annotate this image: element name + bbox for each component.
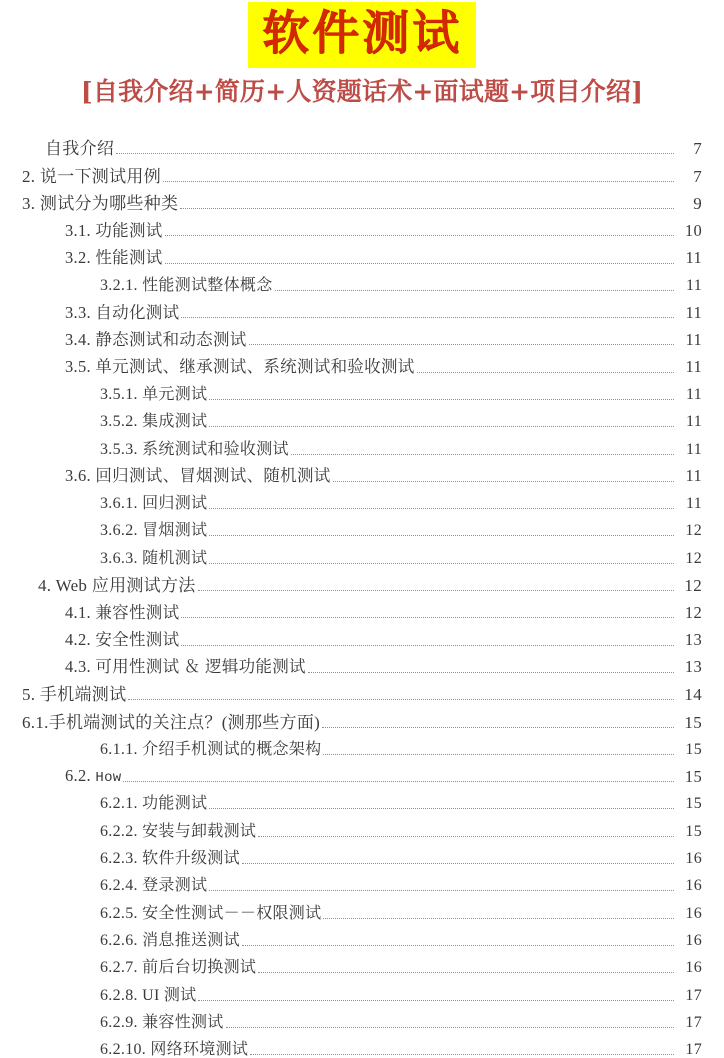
toc-entry-label: 2. 说一下测试用例 <box>22 166 161 186</box>
toc-entry-label: 3.1. 功能测试 <box>65 220 163 240</box>
toc-entry[interactable] <box>0 785 702 812</box>
toc-leader-dots <box>417 359 674 376</box>
toc-entry-label: 6.2.7. 前后台切换测试 <box>100 959 257 977</box>
toc-entry-label-mono-token: How <box>95 770 122 787</box>
toc-leader-dots <box>181 305 674 322</box>
toc-entry[interactable] <box>0 1004 702 1031</box>
toc-entry[interactable] <box>0 376 702 403</box>
toc-leader-dots <box>323 906 674 922</box>
toc-entry[interactable] <box>0 1031 702 1058</box>
table-of-contents <box>0 130 724 1058</box>
toc-leader-dots <box>209 796 674 812</box>
toc-entry-label: 3.2. 性能测试 <box>65 248 163 268</box>
toc-entry-label: 6.1.手机端测试的关注点？(测那些方面) <box>22 712 321 732</box>
toc-entry-label: 4.3. 可用性测试 ＆ 逻辑功能测试 <box>65 657 306 677</box>
toc-entry-page-number: 17 <box>685 986 702 1004</box>
toc-entry[interactable] <box>0 403 702 430</box>
toc-entry-label: 6.2.8. UI 测试 <box>100 986 197 1004</box>
toc-entry-page-number: 11 <box>685 276 702 294</box>
toc-entry-label: 6.2.3. 软件升级测试 <box>100 850 240 868</box>
toc-entry-page-number: 7 <box>693 166 702 186</box>
toc-entry[interactable] <box>0 894 702 921</box>
toc-entry[interactable] <box>0 731 702 758</box>
toc-entry-label: 3.6.3. 随机测试 <box>100 549 208 567</box>
toc-leader-dots <box>209 387 674 403</box>
toc-leader-dots <box>323 742 674 758</box>
toc-leader-dots <box>123 769 674 786</box>
toc-entry-label: 3. 测试分为哪些种类 <box>22 193 179 213</box>
toc-entry[interactable] <box>0 649 702 676</box>
toc-entry-page-number: 15 <box>684 766 702 786</box>
toc-entry-page-number: 17 <box>685 1013 702 1031</box>
toc-leader-dots <box>291 442 674 458</box>
toc-entry[interactable] <box>0 812 702 839</box>
toc-entry-label: 6.2.5. 安全性测试－－权限测试 <box>100 904 322 922</box>
toc-entry-label: 3.6.1. 回归测试 <box>100 495 208 513</box>
scan-watermark: · · · · · <box>300 441 369 458</box>
toc-entry-page-number: 16 <box>685 904 702 922</box>
toc-leader-dots <box>333 468 674 485</box>
toc-entry[interactable] <box>0 567 702 594</box>
toc-entry-page-number: 12 <box>684 602 702 622</box>
toc-entry-page-number: 11 <box>685 413 702 431</box>
toc-entry-page-number: 11 <box>685 495 702 513</box>
toc-leader-dots <box>181 632 674 649</box>
toc-leader-dots <box>209 551 674 567</box>
toc-entry-page-number: 11 <box>685 357 702 377</box>
toc-leader-dots <box>250 1042 674 1058</box>
toc-entry-label: 3.2.1. 性能测试整体概念 <box>100 276 273 294</box>
toc-entry-label: 3.4. 静态测试和动态测试 <box>65 329 247 349</box>
toc-leader-dots <box>181 605 674 622</box>
toc-leader-dots <box>242 933 674 949</box>
toc-entry[interactable] <box>0 840 702 867</box>
toc-entry-label: 6.2.4. 登录测试 <box>100 877 208 895</box>
toc-entry-label: 5. 手机端测试 <box>22 685 127 705</box>
toc-leader-dots <box>116 140 674 157</box>
toc-entry-page-number: 15 <box>684 712 702 732</box>
toc-entry-label: 3.5.2. 集成测试 <box>100 413 208 431</box>
toc-entry-page-number: 9 <box>693 193 702 213</box>
toc-entry[interactable] <box>0 430 702 457</box>
toc-entry-page-number: 11 <box>685 386 702 403</box>
toc-entry-page-number: 12 <box>684 576 702 596</box>
toc-entry[interactable] <box>0 130 702 157</box>
toc-leader-dots <box>322 714 674 731</box>
toc-entry-page-number: 11 <box>685 440 702 458</box>
toc-entry-label: 6.2. How <box>65 766 122 787</box>
toc-leader-dots <box>308 659 674 676</box>
toc-entry-page-number: 15 <box>685 740 702 758</box>
toc-entry-label: 4.1. 兼容性测试 <box>65 602 180 622</box>
toc-entry-page-number: 15 <box>685 822 702 840</box>
toc-leader-dots <box>163 168 674 185</box>
toc-leader-dots <box>165 250 674 267</box>
toc-entry[interactable] <box>0 458 702 485</box>
toc-entry-page-number: 12 <box>685 549 702 567</box>
toc-entry[interactable] <box>0 212 702 239</box>
toc-entry-page-number: 13 <box>684 657 702 677</box>
toc-entry-page-number: 11 <box>685 302 702 322</box>
toc-entry[interactable] <box>0 949 702 976</box>
toc-entry[interactable] <box>0 185 702 212</box>
toc-leader-dots <box>242 851 674 867</box>
toc-entry[interactable] <box>0 676 702 703</box>
toc-leader-dots <box>209 414 674 430</box>
toc-entry-page-number: 10 <box>684 220 702 240</box>
toc-entry[interactable] <box>0 922 702 949</box>
toc-entry-page-number: 17 <box>685 1041 702 1058</box>
document-header <box>0 0 724 107</box>
toc-leader-dots <box>198 577 674 594</box>
toc-entry[interactable] <box>0 485 702 512</box>
toc-entry[interactable] <box>0 621 702 648</box>
toc-leader-dots <box>249 332 674 349</box>
toc-entry-label: 3.3. 自动化测试 <box>65 302 180 322</box>
toc-entry-page-number: 16 <box>685 931 702 949</box>
toc-entry[interactable] <box>0 348 702 375</box>
toc-entry-label: 6.2.9. 兼容性测试 <box>100 1013 224 1031</box>
page-title: 软件测试 <box>248 2 476 68</box>
toc-entry[interactable] <box>0 539 702 566</box>
toc-entry-label: 3.5. 单元测试、继承测试、系统测试和验收测试 <box>65 357 415 377</box>
toc-leader-dots <box>180 195 674 212</box>
toc-entry-label: 3.5.3. 系统测试和验收测试 <box>100 440 289 458</box>
page-subtitle: [自我介绍+简历+人资题话术+面试题+项目介绍] <box>80 77 644 107</box>
toc-leader-dots <box>128 686 674 703</box>
toc-entry[interactable] <box>0 758 702 785</box>
toc-entry[interactable] <box>0 594 702 621</box>
toc-entry[interactable] <box>0 976 702 1003</box>
toc-entry-page-number: 16 <box>685 850 702 868</box>
toc-entry-page-number: 13 <box>684 630 702 650</box>
toc-entry-label: 6.2.10. 网络环境测试 <box>100 1041 249 1058</box>
toc-entry-page-number: 11 <box>685 466 702 486</box>
toc-entry-page-number: 14 <box>684 685 702 705</box>
toc-leader-dots <box>209 523 674 539</box>
toc-entry-page-number: 16 <box>685 959 702 977</box>
toc-entry-page-number: 16 <box>685 877 702 895</box>
toc-entry-label: 6.2.1. 功能测试 <box>100 795 208 813</box>
toc-leader-dots <box>209 496 674 512</box>
toc-entry-label: 自我介绍 <box>45 139 115 159</box>
toc-entry[interactable] <box>0 157 702 184</box>
toc-entry-label: 6.2.2. 安装与卸载测试 <box>100 822 257 840</box>
toc-entry-page-number: 11 <box>685 329 702 349</box>
toc-entry-label: 6.2.6. 消息推送测试 <box>100 931 240 949</box>
toc-leader-dots <box>209 878 674 894</box>
toc-entry-label: 3.6.2. 冒烟测试 <box>100 522 208 540</box>
toc-leader-dots <box>258 960 674 976</box>
toc-entry[interactable] <box>0 239 702 266</box>
toc-entry-page-number: 12 <box>685 522 702 540</box>
toc-leader-dots <box>258 824 674 840</box>
toc-entry[interactable] <box>0 321 702 348</box>
toc-leader-dots <box>275 278 674 294</box>
toc-entry-label: 4. Web 应用测试方法 <box>38 576 196 596</box>
toc-entry[interactable] <box>0 867 702 894</box>
toc-entry-label: 3.5.1. 单元测试 <box>100 386 208 403</box>
toc-entry-label: 6.1.1. 介绍手机测试的概念架构 <box>100 740 322 758</box>
toc-entry[interactable] <box>0 267 702 294</box>
toc-entry-page-number: 11 <box>685 248 702 268</box>
toc-entry-page-number: 7 <box>693 139 702 159</box>
toc-entry-label: 4.2. 安全性测试 <box>65 630 180 650</box>
toc-entry[interactable] <box>0 294 702 321</box>
toc-leader-dots <box>198 988 674 1004</box>
toc-leader-dots <box>226 1015 674 1031</box>
toc-entry[interactable] <box>0 703 702 730</box>
toc-entry-page-number: 15 <box>685 795 702 813</box>
toc-entry[interactable] <box>0 512 702 539</box>
toc-leader-dots <box>165 223 674 240</box>
toc-entry-label: 3.6. 回归测试、冒烟测试、随机测试 <box>65 466 331 486</box>
